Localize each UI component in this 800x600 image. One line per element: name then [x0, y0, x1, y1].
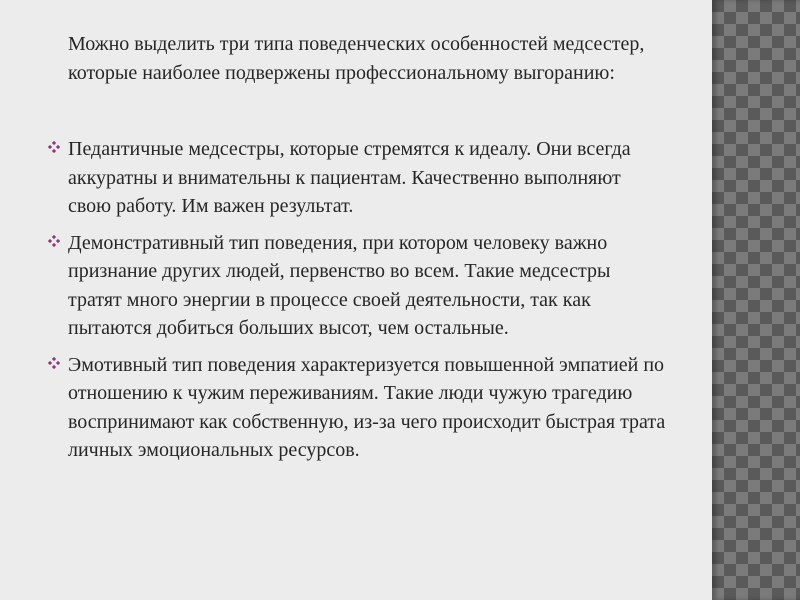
- diamond-bullet-icon: [48, 357, 60, 369]
- bullet-text-3: Эмотивный тип поведения характеризуется повышенной эмпатией по отношению к чужим переживаниям. Такие люди чужую трагедию воспринимают как собственную, из-за чего происходит быстрая трата личных эмоциональных ресурсов.: [68, 353, 666, 461]
- bullet-text-1: Педантичные медсестры, которые стремятся к идеалу. Они всегда аккуратны и внимательны к пациентам. Качественно выполняют свою работу. Им важен результат.: [68, 138, 631, 217]
- diamond-bullet-icon: [48, 235, 60, 247]
- bullet-text-2: Демонстративный тип поведения, при котором человеку важно признание других людей, первенство во всем. Такие медсестры тратят много энергии в процессе своей деятельности, так как пытаются добиться больших высот, чем остальные.: [68, 231, 611, 339]
- bullet-item-3: [48, 351, 668, 465]
- slide-content: [48, 30, 668, 473]
- intro-paragraph: Можно выделить три типа поведенческих особенностей медсестер, которые наиболее подвержены профессиональному выгоранию:: [68, 33, 645, 84]
- diamond-bullet-icon: [48, 141, 60, 153]
- bullet-item-1: [48, 135, 668, 221]
- decorative-pattern-strip: [712, 0, 800, 600]
- bullet-item-2: [48, 229, 668, 343]
